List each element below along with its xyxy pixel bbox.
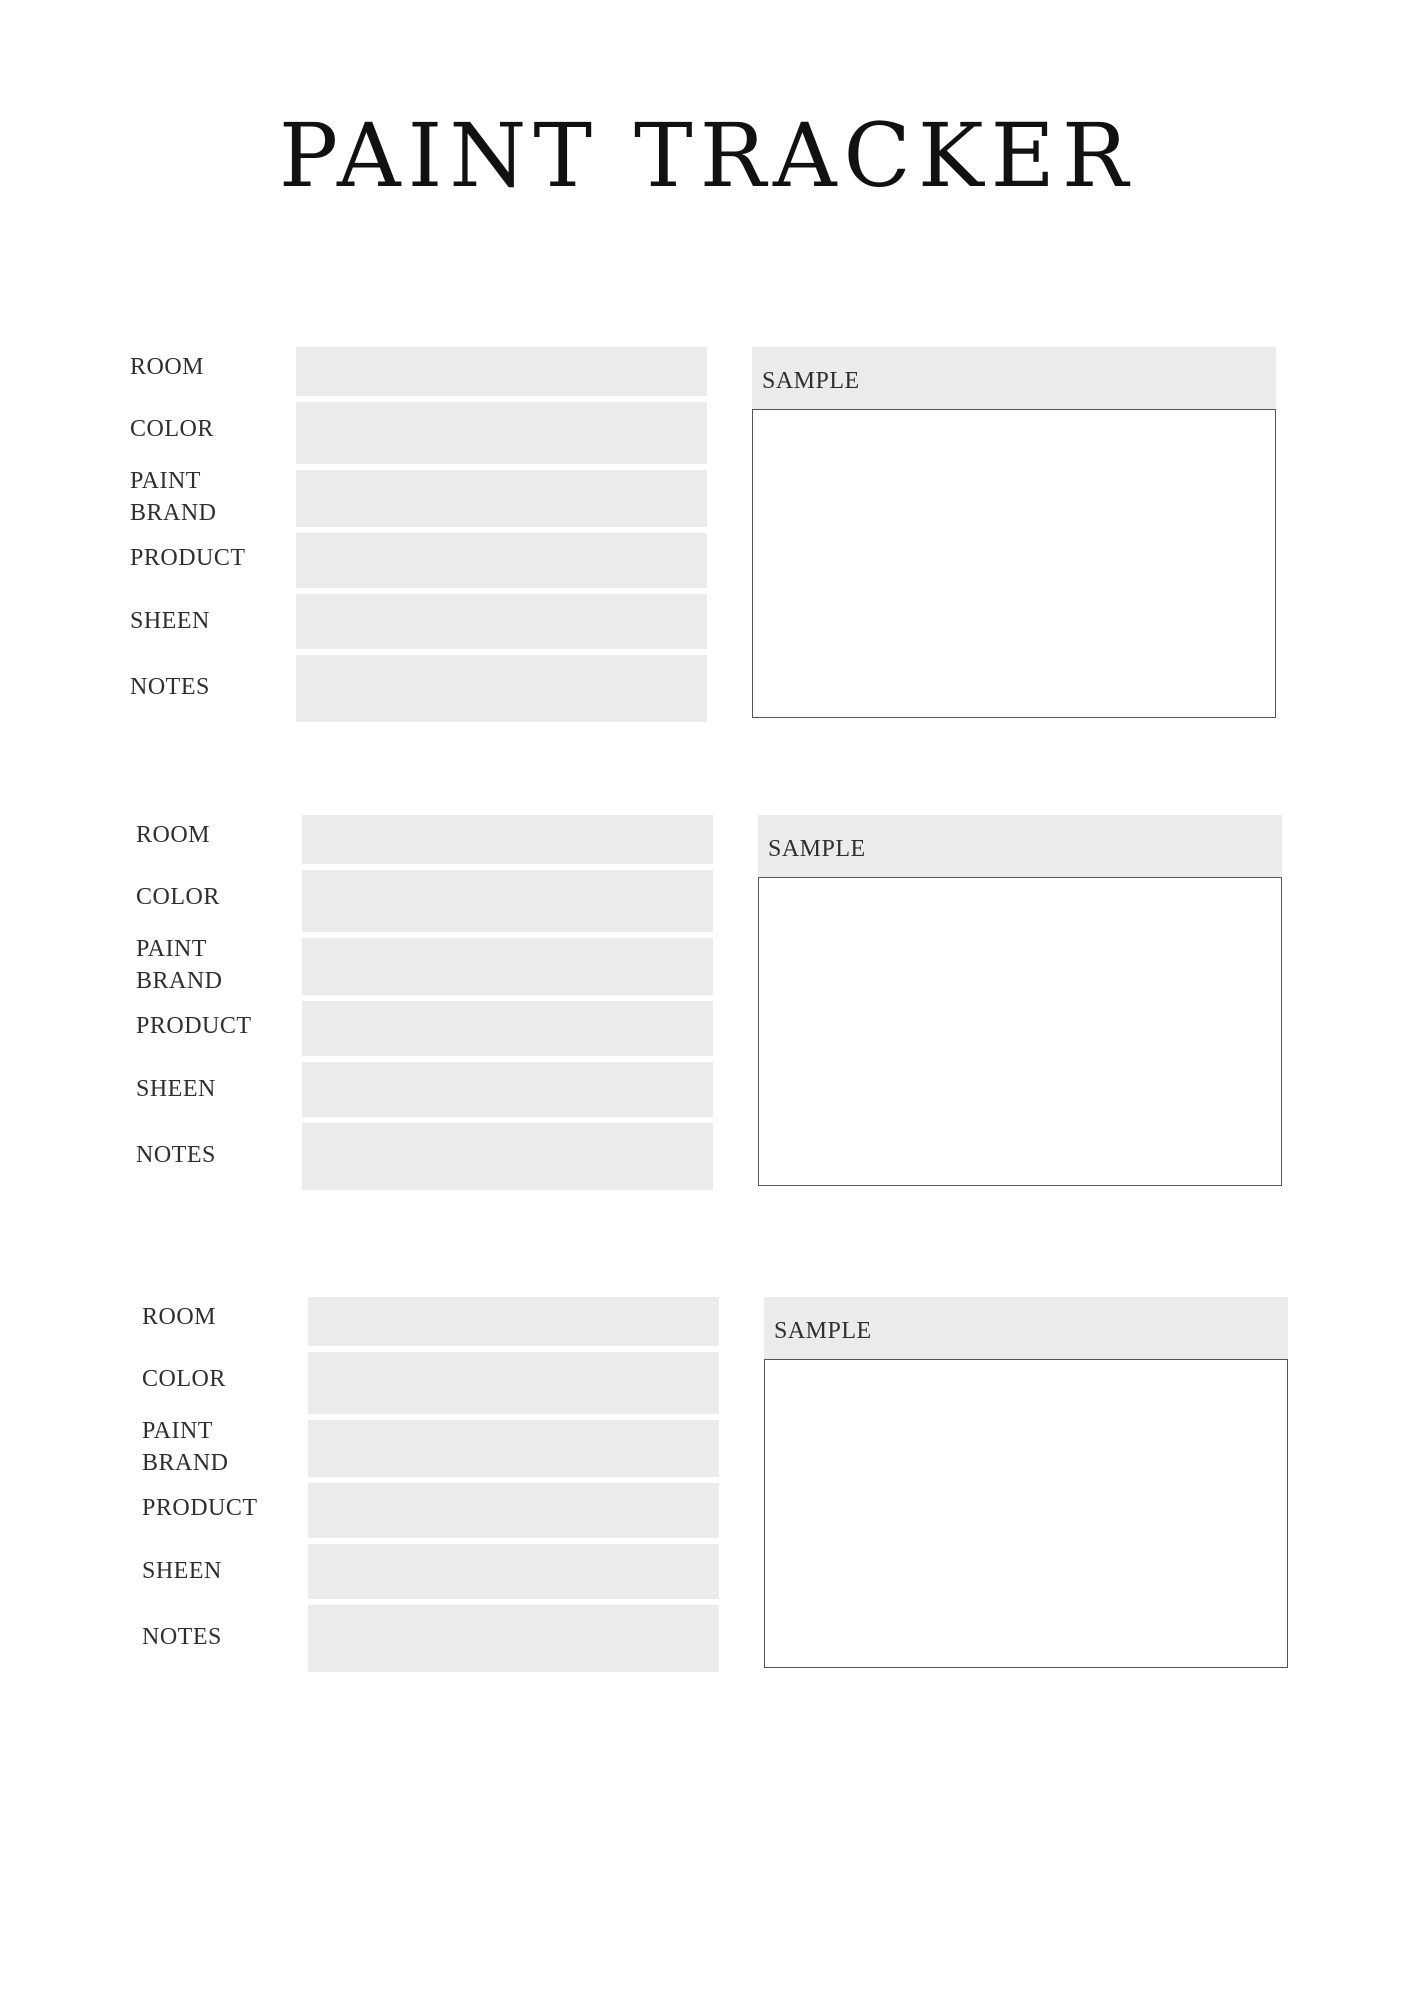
paint-brand-label: PAINT BRAND (130, 468, 217, 526)
notes-field[interactable] (302, 1123, 713, 1190)
product-label: PRODUCT (136, 1013, 252, 1039)
sheen-label: SHEEN (136, 1076, 216, 1102)
notes-label: NOTES (136, 1142, 216, 1168)
paint-brand-label: PAINT BRAND (136, 936, 223, 994)
sample-header (764, 1297, 1288, 1359)
paint-brand-field[interactable] (302, 938, 713, 995)
room-field[interactable] (302, 815, 713, 864)
room-label: ROOM (142, 1304, 217, 1330)
product-label: PRODUCT (142, 1495, 258, 1521)
product-field[interactable] (296, 533, 707, 588)
product-field[interactable] (308, 1483, 719, 1538)
paint-brand-label: PAINT BRAND (142, 1418, 229, 1476)
color-label: COLOR (136, 884, 220, 910)
notes-field[interactable] (296, 655, 707, 722)
notes-label: NOTES (130, 674, 210, 700)
paint-entry-3 (142, 1297, 1414, 1672)
notes-field[interactable] (308, 1605, 719, 1672)
room-field[interactable] (308, 1297, 719, 1346)
sheen-field[interactable] (302, 1062, 713, 1117)
color-field[interactable] (302, 870, 713, 932)
color-field[interactable] (296, 402, 707, 464)
paint-brand-field[interactable] (308, 1420, 719, 1477)
sample-box[interactable] (764, 1359, 1288, 1668)
room-field[interactable] (296, 347, 707, 396)
product-field[interactable] (302, 1001, 713, 1056)
paint-brand-field[interactable] (296, 470, 707, 527)
sample-label: SAMPLE (774, 1318, 872, 1344)
sample-label: SAMPLE (768, 836, 866, 862)
color-field[interactable] (308, 1352, 719, 1414)
paint-entry-1 (130, 347, 1414, 722)
notes-label: NOTES (142, 1624, 222, 1650)
sheen-label: SHEEN (130, 608, 210, 634)
sheen-field[interactable] (296, 594, 707, 649)
room-label: ROOM (136, 822, 211, 848)
sample-box[interactable] (752, 409, 1276, 718)
sheen-field[interactable] (308, 1544, 719, 1599)
sheen-label: SHEEN (142, 1558, 222, 1584)
sample-header (752, 347, 1276, 409)
color-label: COLOR (142, 1366, 226, 1392)
sample-header (758, 815, 1282, 877)
sample-box[interactable] (758, 877, 1282, 1186)
sample-label: SAMPLE (762, 368, 860, 394)
product-label: PRODUCT (130, 545, 246, 571)
paint-entry-2 (136, 815, 1414, 1190)
page-title: PAINT TRACKER (278, 104, 1136, 207)
color-label: COLOR (130, 416, 214, 442)
room-label: ROOM (130, 354, 205, 380)
